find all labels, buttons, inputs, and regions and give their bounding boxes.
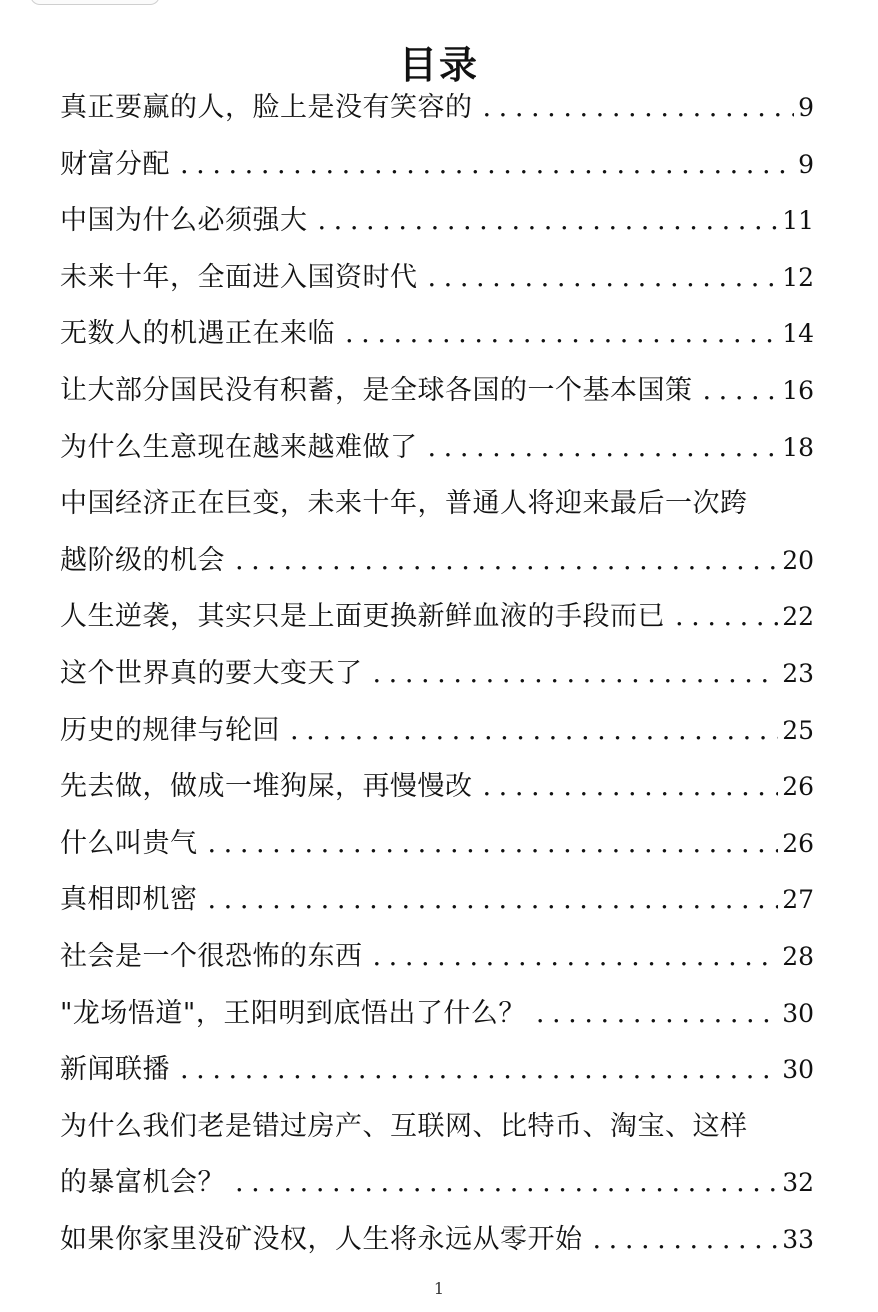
toc-leader-dots [290,703,778,760]
toc-entry-title: 社会是一个很恐怖的东西 [60,940,363,972]
toc-leader-dots [208,816,779,873]
toc-entry-row [60,759,814,816]
toc-leader-dots [483,80,795,137]
toc-entry[interactable] [60,137,814,194]
toc-entry-title: "龙场悟道"，王阳明到底悟出了什么？ [60,997,526,1029]
toc-entry-row [60,363,814,420]
toc-entry[interactable] [60,363,814,420]
toc-leader-dots [235,1155,778,1212]
toc-entry[interactable] [60,986,814,1043]
toc-entry-row [60,646,814,703]
toc-leader-dots [675,589,778,646]
toc-entry-title: 历史的规律与轮回 [60,714,280,746]
toc-entry[interactable] [60,872,814,929]
toc-leader-dots [373,646,779,703]
toc-entry[interactable] [60,703,814,760]
toc-entry[interactable] [60,1099,814,1212]
toc-entry-row [60,816,814,873]
toc-leader-dots [235,533,778,590]
toc-entry-page-number: 23 [782,658,814,688]
toc-entry[interactable] [60,816,814,873]
toc-entry-page-number: 9 [798,149,814,179]
toc-leader-dots [318,193,779,250]
toc-entry-page-number: 33 [782,1224,814,1254]
toc-entry-page-number: 9 [798,93,814,122]
toc-entry[interactable] [60,929,814,986]
table-of-contents [60,80,814,1268]
toc-entry-row [60,1155,814,1212]
toc-entry-page-number: 26 [782,772,814,802]
toc-entry-row [60,929,814,986]
toc-entry[interactable] [60,1212,814,1269]
toc-entry-row [60,306,814,363]
toc-entry-page-number: 32 [782,1168,814,1198]
toc-entry-title: 真相即机密 [60,884,198,916]
toc-entry-row [60,420,814,477]
toc-entry-title: 越阶级的机会 [60,544,225,576]
toc-leader-dots [483,759,779,816]
toc-entry-page-number: 18 [782,432,814,462]
toc-entry-row [60,80,814,137]
toc-entry[interactable] [60,476,814,589]
toc-entry-title: 人生逆袭，其实只是上面更换新鲜血液的手段而已 [60,601,665,633]
toc-entry-title: 让大部分国民没有积蓄，是全球各国的一个基本国策 [60,374,693,406]
toc-entry-row [60,589,814,646]
toc-entry-title: 财富分配 [60,148,170,180]
page-title: 目录 [398,43,479,88]
toc-leader-dots [536,986,778,1043]
toc-entry-page-number: 25 [782,715,814,745]
toc-leader-dots [703,363,779,420]
toc-entry-title-line1: 为什么我们老是错过房产、互联网、比特币、淘宝、这样 [60,1110,748,1142]
toc-entry-title: 如果你家里没矿没权，人生将永远从零开始 [60,1223,583,1255]
toc-entry-title: 真正要赢的人，脸上是没有笑容的 [60,92,473,123]
page-number: 1 [433,1279,445,1298]
toc-leader-dots [428,250,779,307]
toc-entry-title: 先去做，做成一堆狗屎，再慢慢改 [60,771,473,803]
toc-leader-dots [345,306,778,363]
toc-entry-page-number: 26 [782,828,814,858]
toc-entry-page-number: 30 [782,998,814,1028]
toc-entry-page-number: 12 [782,262,814,292]
toc-entry-page-number: 11 [782,206,814,236]
toc-entry[interactable] [60,646,814,703]
toc-entry-row [60,872,814,929]
toc-entry-row [60,137,814,194]
toc-entry[interactable] [60,80,814,137]
toc-entry-page-number: 16 [782,375,814,405]
toc-entry-title-line1: 中国经济正在巨变，未来十年，普通人将迎来最后一次跨 [60,488,748,520]
toc-entry[interactable] [60,1042,814,1099]
toc-entry[interactable] [60,420,814,477]
toc-entry-row [60,703,814,760]
toc-entry-row [60,250,814,307]
toc-entry-title: 这个世界真的要大变天了 [60,657,363,689]
toc-entry-row [60,986,814,1043]
toc-entry-row [60,533,814,590]
toc-entry[interactable] [60,193,814,250]
toc-leader-dots [373,929,779,986]
toc-entry-title: 无数人的机遇正在来临 [60,318,335,350]
toc-entry-title: 新闻联播 [60,1054,170,1086]
toc-leader-dots [593,1212,779,1269]
top-tab-edge [30,0,160,5]
toc-entry-title: 为什么生意现在越来越难做了 [60,431,418,463]
toc-entry-row [60,1212,814,1269]
toc-leader-dots [180,137,794,194]
toc-entry-page-number: 22 [782,602,814,632]
toc-entry-row [60,193,814,250]
toc-entry-page-number: 28 [782,941,814,971]
toc-leader-dots [180,1042,778,1099]
toc-entry-title: 中国为什么必须强大 [60,205,308,237]
toc-entry-title: 的暴富机会？ [60,1167,225,1199]
toc-entry-title: 什么叫贵气 [60,827,198,859]
toc-entry[interactable] [60,306,814,363]
toc-entry-title: 未来十年，全面进入国资时代 [60,261,418,293]
toc-entry-page-number: 20 [782,545,814,575]
toc-entry-page-number: 14 [782,319,814,349]
toc-entry[interactable] [60,759,814,816]
toc-entry-page-number: 30 [782,1055,814,1085]
toc-leader-dots [208,872,779,929]
toc-leader-dots [428,420,779,477]
toc-entry-row [60,1042,814,1099]
toc-entry[interactable] [60,250,814,307]
toc-entry-page-number: 27 [782,885,814,915]
toc-entry[interactable] [60,589,814,646]
